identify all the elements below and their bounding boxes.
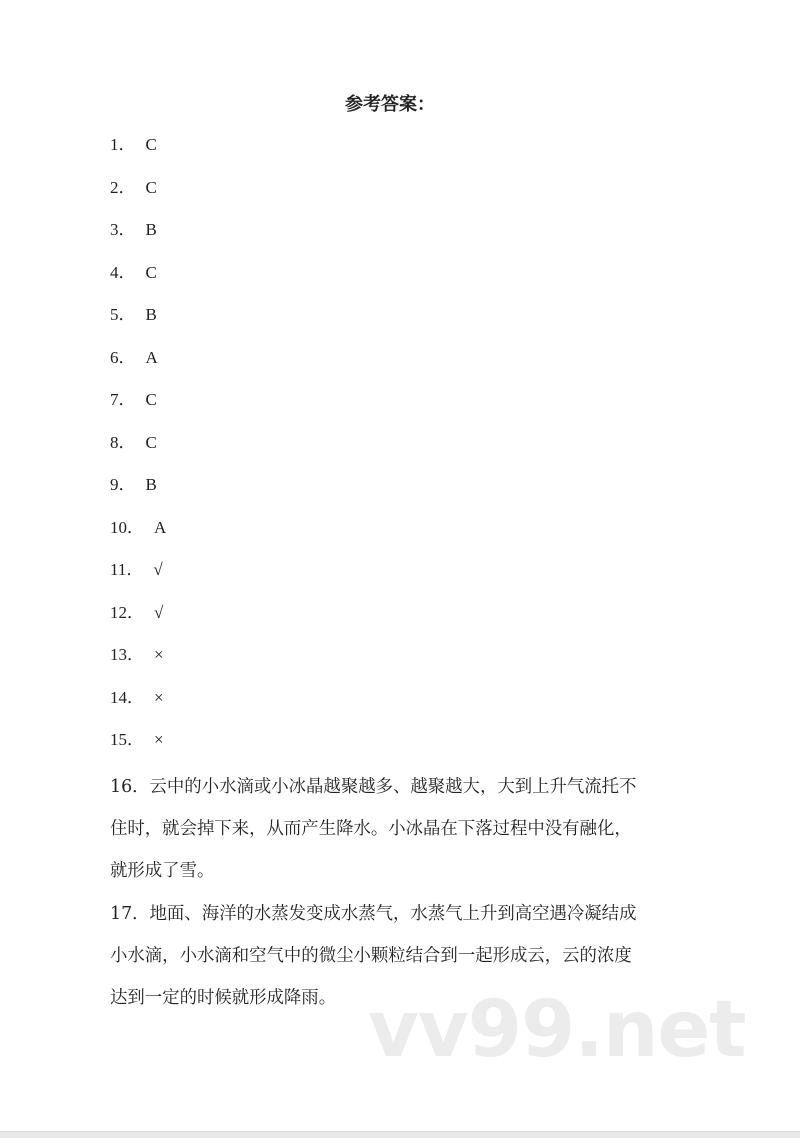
answer-item: 15． ×	[110, 730, 164, 749]
answer-item: 7． C	[110, 390, 157, 409]
answer-item: 3． B	[110, 220, 157, 239]
answer-item: 4． C	[110, 262, 157, 282]
answer-list	[110, 132, 166, 770]
answer-item: 1． C	[110, 135, 157, 154]
answer-item: 14． ×	[110, 687, 164, 707]
answer-item: 11． √	[110, 560, 163, 579]
answer-item: 10． A	[110, 517, 167, 537]
answer-item: 2． C	[110, 177, 157, 197]
answer-16-paragraph: 16．云中的小水滴或小冰晶越聚越多、越聚越大，大到上升气流托不 住时，就会掉下来，从而产生降水。小冰晶在下落过程中没有融化， 就形成了雪。	[110, 777, 637, 881]
watermark: vv99.net	[368, 985, 746, 1075]
answer-item: 12． √	[110, 602, 164, 622]
answer-item: 13． ×	[110, 645, 164, 664]
answer-17-paragraph: 17．地面、海洋的水蒸发变成水蒸气，水蒸气上升到高空遇冷凝结成 小水滴，小水滴和空气中的微尘小颗粒结合到一起形成云，云的浓度 达到一定的时候就形成降雨。	[110, 904, 637, 1008]
answer-item: 5． B	[110, 305, 157, 324]
page-title: 参考答案：	[345, 94, 435, 115]
answer-item: 8． C	[110, 432, 157, 452]
answer-item: 9． B	[110, 475, 157, 494]
answer-item: 6． A	[110, 347, 158, 367]
